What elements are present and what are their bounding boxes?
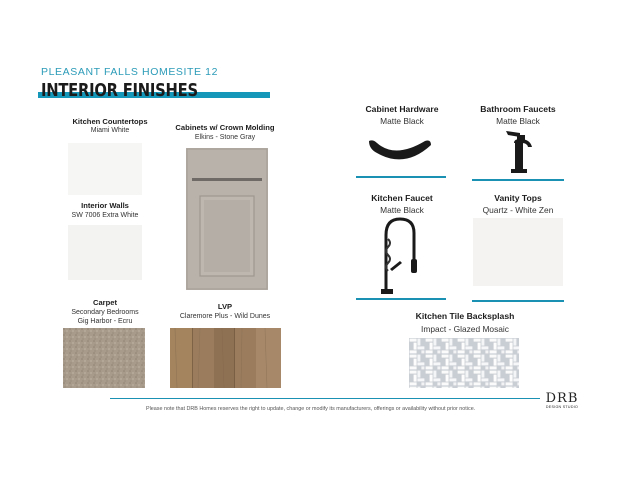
cabinets-value: Elkins - Stone Gray (194, 134, 256, 141)
cabinet-door-swatch (186, 148, 268, 290)
kitchen-faucet-icon (374, 215, 424, 297)
kitchen-faucet-label: Kitchen Faucet (371, 193, 433, 203)
walls-label: Interior Walls (81, 201, 129, 210)
drb-logo (543, 392, 581, 409)
carpet-swatch (63, 328, 145, 388)
backsplash-label: Kitchen Tile Backsplash (415, 311, 515, 321)
lvp-label: LVP (217, 302, 233, 311)
logo-subtitle: DESIGN STUDIO (545, 405, 579, 409)
countertops-swatch (68, 143, 142, 195)
disclaimer-note: Please note that DRB Homes reserves the right to update, change or modify its manufacturers, offerings or availability without prior notice. (146, 406, 476, 412)
vanity-tops-swatch (473, 218, 563, 286)
cabinet-hardware-label: Cabinet Hardware (365, 104, 439, 114)
bathroom-faucets-label: Bathroom Faucets (480, 104, 556, 114)
bathroom-faucets-value: Matte Black (496, 116, 540, 126)
bathroom-faucet-icon (500, 125, 540, 177)
countertops-value: Miami White (90, 127, 130, 134)
cabinet-hardware-value: Matte Black (380, 116, 424, 126)
backsplash-value: Impact - Glazed Mosaic (421, 324, 509, 334)
page-title: INTERIOR FINISHES (41, 80, 198, 101)
carpet-label: Carpet (92, 298, 118, 307)
walls-swatch (68, 225, 142, 280)
lvp-swatch (170, 328, 281, 388)
logo-mark: DRB (545, 391, 579, 406)
carpet-value-1: Secondary Bedrooms (71, 309, 139, 316)
carpet-value-2: Gig Harbor - Ecru (77, 318, 133, 325)
backsplash-herringbone-swatch (409, 338, 519, 388)
vanity-tops-value: Quartz - White Zen (482, 205, 554, 215)
cabinet-pull-handle-icon (365, 135, 435, 170)
vanity-tops-label: Vanity Tops (494, 193, 542, 203)
footer-divider (110, 398, 540, 399)
countertops-label: Kitchen Countertops (72, 117, 148, 126)
lvp-value: Claremore Plus - Wild Dunes (179, 313, 271, 320)
cabinet-hardware-divider (356, 176, 446, 178)
kitchen-faucet-divider (356, 298, 446, 300)
kitchen-faucet-value: Matte Black (380, 205, 424, 215)
vanity-tops-divider (472, 300, 564, 302)
project-subtitle: PLEASANT FALLS HOMESITE 12 (41, 66, 219, 78)
walls-value: SW 7006 Extra White (71, 212, 139, 219)
cabinets-label: Cabinets w/ Crown Molding (175, 123, 275, 132)
bathroom-faucets-divider (472, 179, 564, 181)
